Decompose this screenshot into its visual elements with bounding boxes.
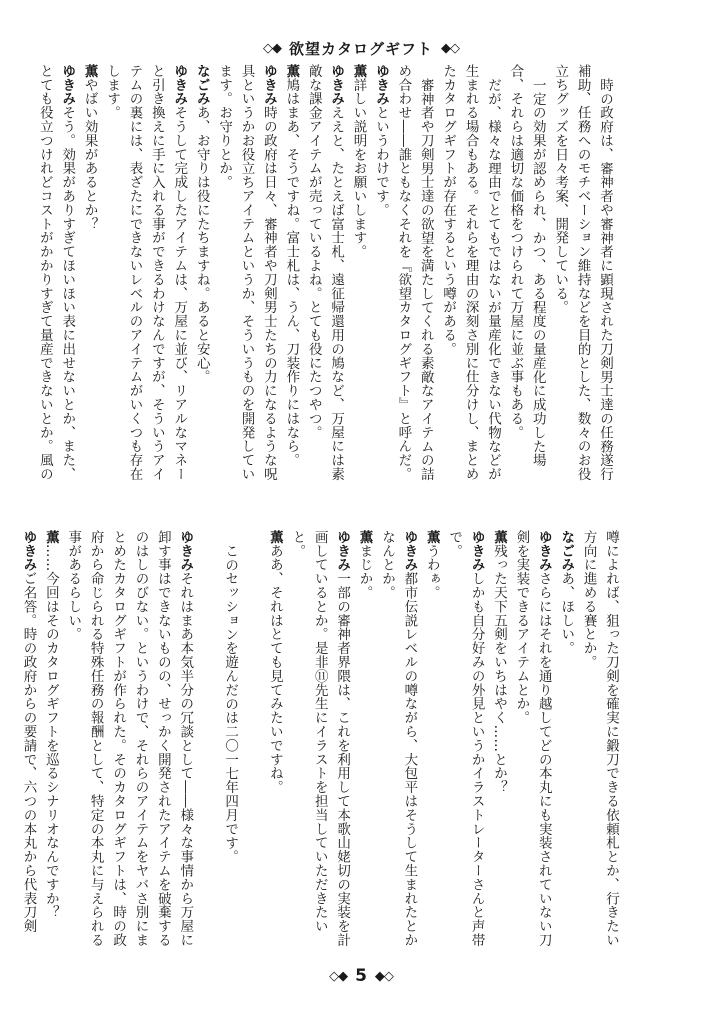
- narration-paragraph: 一定の効果が認められ、かつ、ある程度の量産化に成功した場合、それらは適切な価格をつけられて万屋に並ぶ事もある。: [507, 64, 546, 467]
- speaker-name: 薫: [81, 64, 98, 78]
- dialogue-text: あ、ほしい。: [558, 571, 575, 656]
- dialogue-text: ……今回はそのカタログギフトを巡るシナリオなんですか？: [42, 543, 59, 920]
- dialogue-text: 鳩はまあ、そうですね。富士札は、うん、刀装作りにはなら。: [283, 77, 300, 468]
- speaker-name: 薫: [350, 64, 367, 78]
- dialogue-text: まじか。: [356, 543, 373, 600]
- speaker-name: 薫: [266, 530, 283, 544]
- speaker-name: ゆきみ: [334, 530, 351, 572]
- dialogue-text: そう。効果がありすぎてほいほい表に出せないとか、また、とても役立つけれどコストがかかりすぎて量産できないとか。風の: [36, 64, 76, 482]
- dialogue-line: [264, 530, 286, 955]
- dialogue-text: やばい効果があるとか？: [81, 77, 98, 231]
- diamond-ornament-icon: ◆◇: [374, 968, 393, 984]
- top-text-block: [36, 64, 616, 494]
- dialogue-continuation: [577, 530, 622, 955]
- header-title: 欲望カタログギフト: [288, 39, 433, 58]
- dialogue-line: [17, 530, 39, 955]
- dialogue-line: [39, 530, 61, 955]
- spacer: [196, 530, 218, 955]
- speaker-name: 薫: [490, 530, 507, 544]
- dialogue-text: 都市伝説レベルの噂ながら、大包平はそうして生まれたとかなんとか。: [378, 530, 418, 948]
- dialogue-line: [555, 530, 577, 955]
- speaker-name: ゆきみ: [401, 530, 418, 572]
- dialogue-line: [376, 530, 421, 955]
- speaker-name: ゆきみ: [20, 530, 37, 572]
- dialogue-line: [190, 64, 212, 494]
- page-footer: [0, 964, 722, 988]
- diamond-ornament-icon: ◇◆: [329, 968, 348, 984]
- dialogue-text: うわぁ。: [423, 543, 440, 600]
- dialogue-line: [33, 64, 78, 494]
- dialogue-text: ああ、それはとても見てみたいですね。: [266, 543, 283, 795]
- dialogue-line: [280, 64, 302, 494]
- narration-paragraph: 時の政府は、審神者や審神者に顕現された刀剣男士達の任務遂行補助、任務へのモチベーション維持などを目的とした、数々のお役立ちグッズを日々考案、開発している。: [552, 64, 613, 481]
- dialogue-text: 噂によれば、狙った刀剣を確実に鍛刀できる依頼札とか、行きたい方向に進める賽とか。: [580, 530, 619, 947]
- speaker-name: ゆきみ: [328, 64, 345, 106]
- narration-paragraph: 審神者や刀剣男士達の欲望を満たしてくれる素敵なアイテムの詰め合わせ――誰ともなくそれを『欲望カタログギフト』と呼んだ。: [395, 64, 434, 481]
- dialogue-line: [213, 64, 280, 494]
- dialogue-text: 残った天下五剣をいちはやく……とか？: [490, 543, 507, 795]
- dialogue-text: それはまあ本気半分の冗談として――様々な事情から万屋に卸す事はできないものの、せっかく開発されたアイテムを破棄するのはしのびない。というわけで、それらのアイテムをヤバさ別にまとめたカタログギフトが作られた。そのカタログギフトは、時の政府から命じられる特殊任務の報酬として、特定の本丸に与えられる事があるらしい。: [65, 530, 194, 948]
- speaker-name: なごみ: [558, 530, 575, 572]
- speaker-name: ゆきみ: [177, 530, 194, 572]
- speaker-name: 薫: [283, 64, 300, 78]
- spacer: [241, 530, 263, 955]
- dialogue-text: 一部の審神者界隈は、これを利用して本歌山姥切の実装を計画しているとか。是非⑪先生にイラストを担当していただきたいと。: [289, 530, 351, 948]
- dialogue-text: そうして完成したアイテムは、万屋に並び、リアルなマネーと引き換えに手に入れる事ができるわけなんですが、そういうアイテムの裏には、表ざたにできないレベルのアイテムがいくつも存在します。: [104, 64, 188, 482]
- diamond-ornament-icon: ◇◆: [262, 40, 281, 56]
- dialogue-line: [510, 530, 555, 955]
- speaker-name: ゆきみ: [171, 64, 188, 106]
- dialogue-text: さらにはそれを通り越してどの本丸にも実装されていない刀剣を実装できるアイテムとか。: [513, 530, 552, 948]
- speaker-name: ゆきみ: [260, 64, 277, 106]
- speaker-name: 薫: [42, 530, 59, 544]
- dialogue-line: [62, 530, 196, 955]
- dialogue-line: [347, 64, 369, 494]
- dialogue-line: [443, 530, 488, 955]
- speaker-name: 薫: [423, 530, 440, 544]
- bottom-text-block: [20, 530, 622, 955]
- dialogue-line: [78, 64, 100, 494]
- session-note: このセッションを遊んだのは二〇一七年四月です。: [222, 543, 239, 864]
- speaker-name: ゆきみ: [535, 530, 552, 572]
- dialogue-text: というわけです。: [372, 105, 389, 217]
- dialogue-line: [302, 64, 347, 494]
- dialogue-line: [420, 530, 442, 955]
- dialogue-text: ご名答。時の政府からの要請で、六つの本丸から代表刀剣: [20, 571, 37, 934]
- dialogue-line: [101, 64, 191, 494]
- dialogue-line: [286, 530, 353, 955]
- dialogue-text: あ、お守りは役にたちますね。あると安心。: [193, 105, 210, 384]
- page-number: 5: [355, 966, 367, 986]
- dialogue-text: ええと、たとえば富士札、遠征帰還用の鳩など、万屋には素敵な課金アイテムが売っているよね。とても役にたつやつ。: [305, 64, 345, 482]
- speaker-name: ゆきみ: [372, 64, 389, 106]
- dialogue-text: 詳しい説明をお願いします。: [350, 77, 367, 259]
- speaker-name: 薫: [356, 530, 373, 544]
- speaker-name: ゆきみ: [468, 530, 485, 572]
- dialogue-line: [370, 64, 392, 494]
- dialogue-text: しかも自分好みの外見というかイラストレーターさんと声帯で。: [446, 530, 485, 948]
- dialogue-line: [353, 530, 375, 955]
- dialogue-line: [488, 530, 510, 955]
- running-header: [0, 36, 722, 60]
- speaker-name: なごみ: [193, 64, 210, 106]
- narration-paragraph: だが、様々な理由でとてもではないが量産化できない代物などが生まれる場合もある。それらを理由の深刻さ別に仕分けし、まとめたカタログギフトが存在するという噂がある。: [440, 64, 501, 481]
- dialogue-text: 時の政府は日々、審神者や刀剣男士たちの力になるような呪具というかお役立ちアイテムというか、そういうものを開発しています。お守りとか。: [216, 64, 277, 482]
- speaker-name: ゆきみ: [59, 64, 76, 106]
- diamond-ornament-icon: ◆◇: [441, 40, 459, 56]
